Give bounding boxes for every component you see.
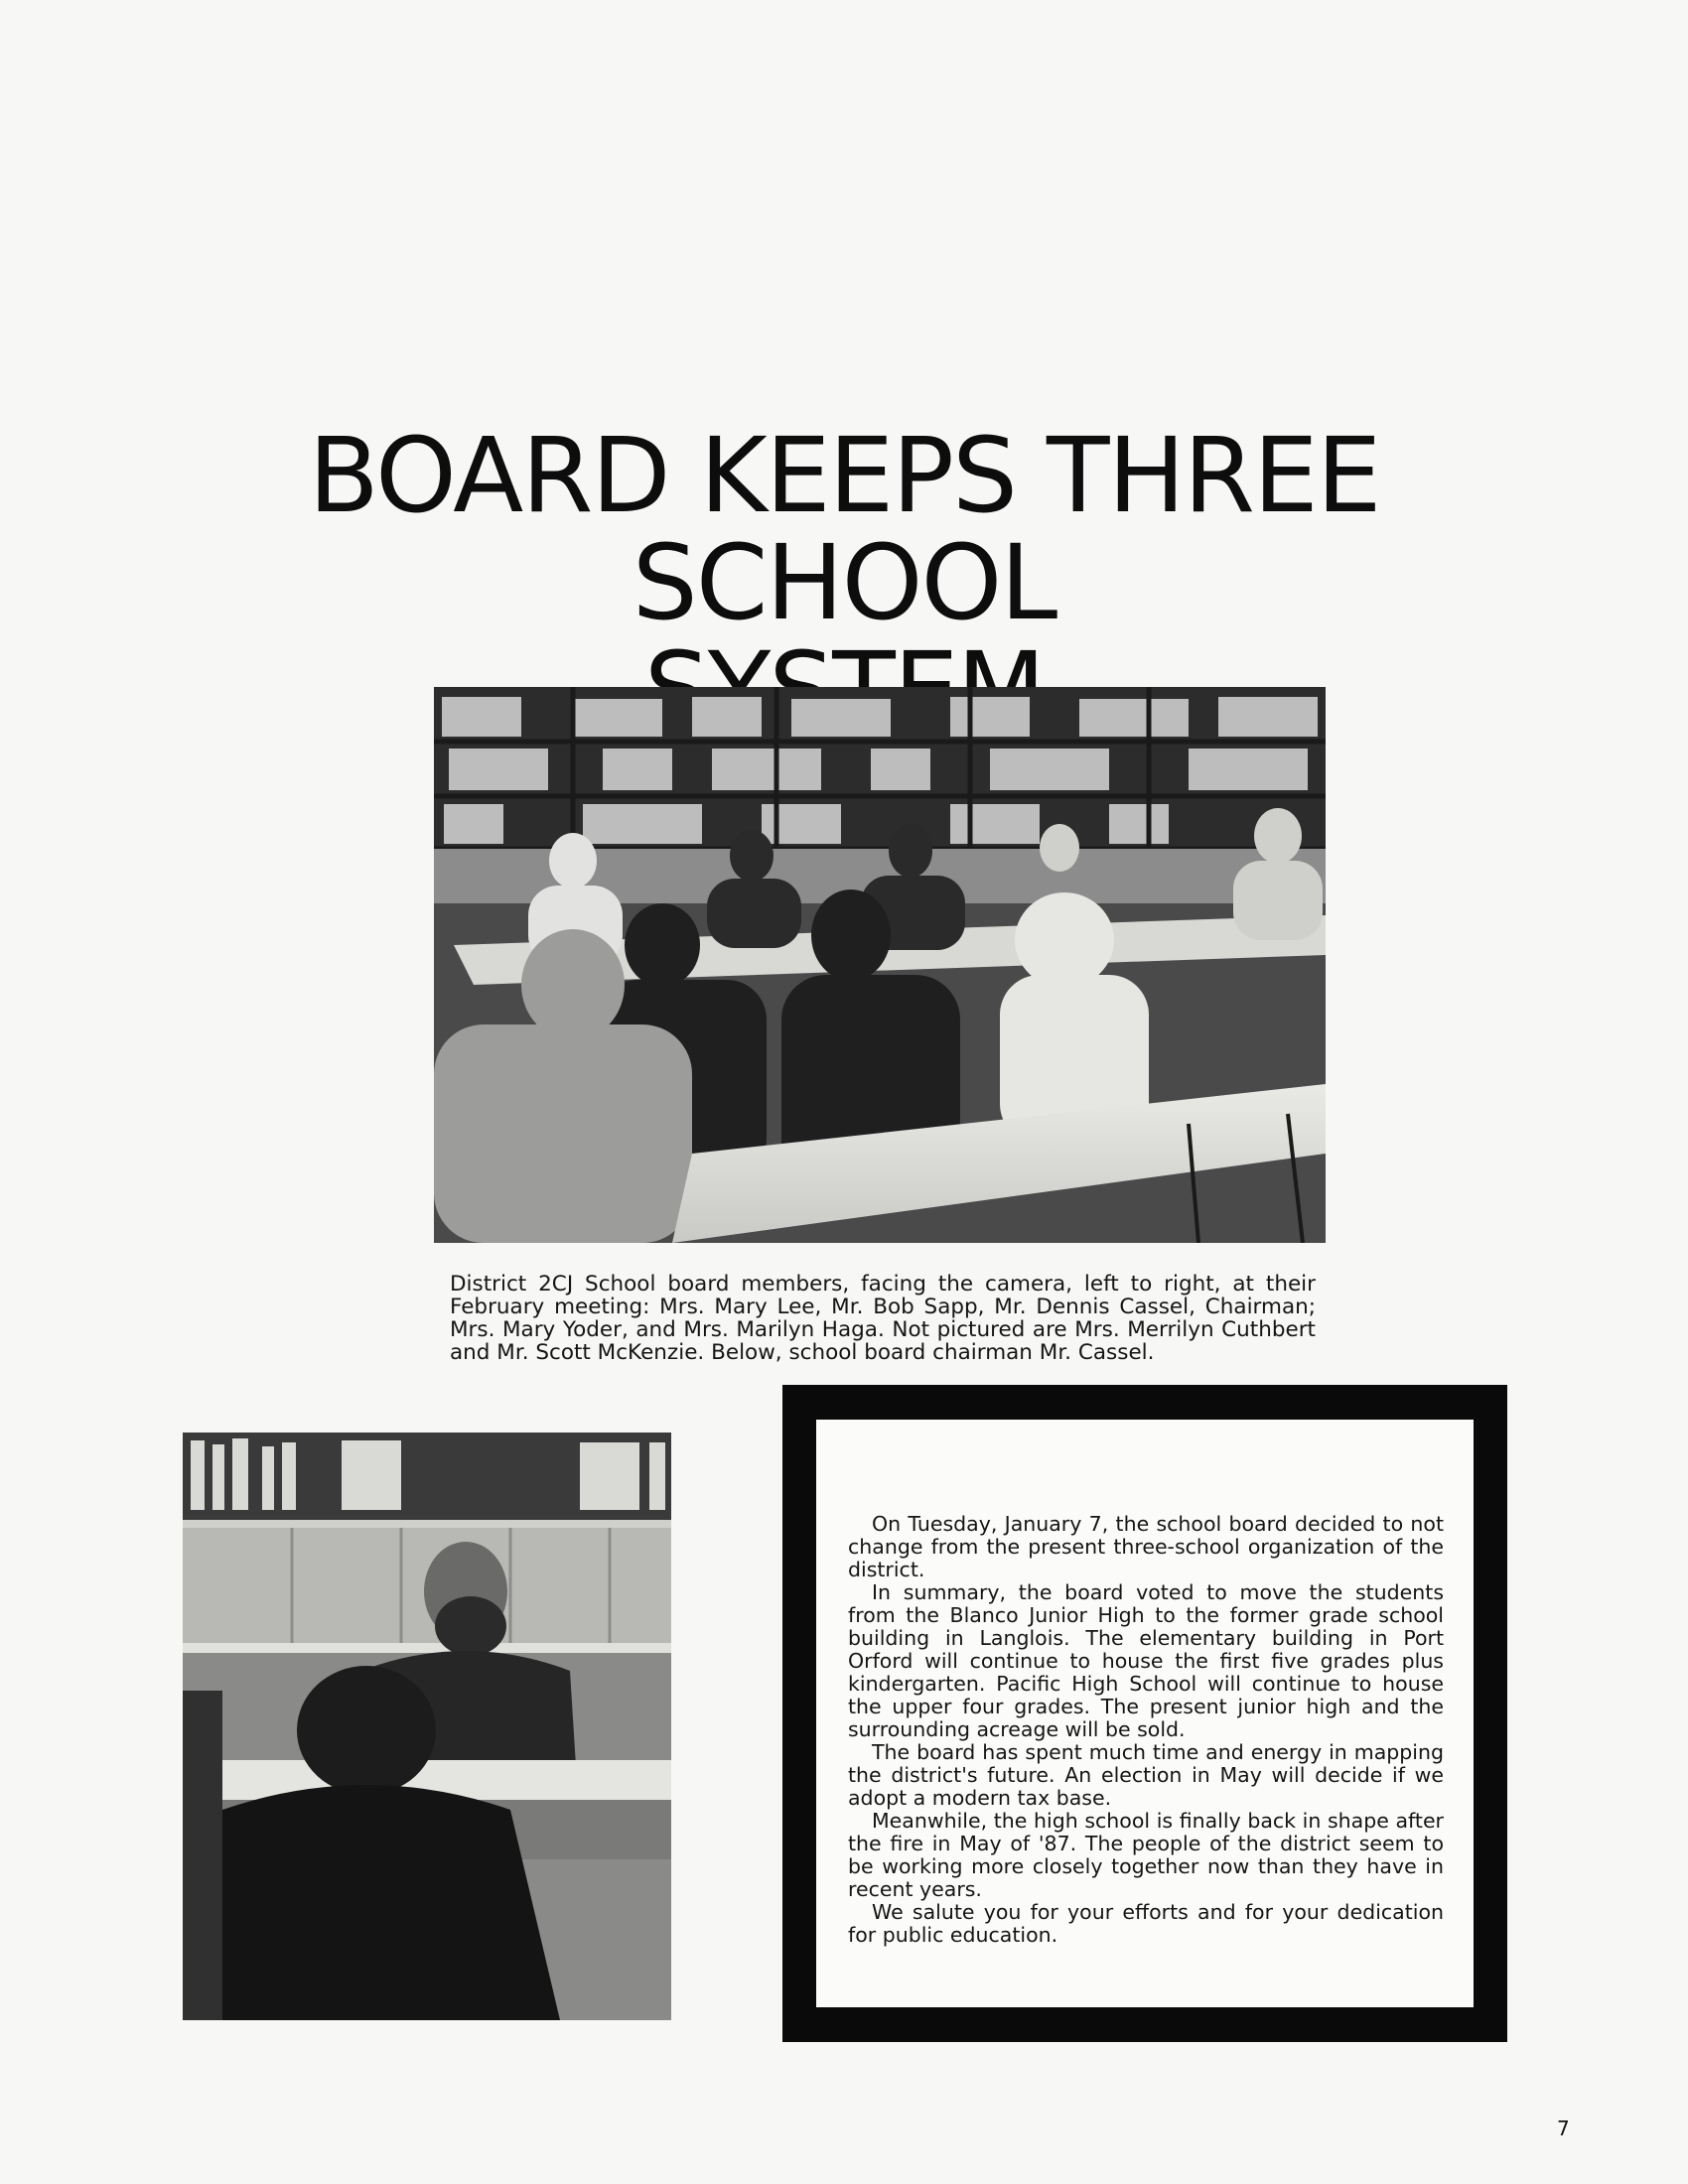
board-meeting-photo bbox=[434, 687, 1326, 1243]
chairman-photo bbox=[183, 1433, 671, 2020]
article-box bbox=[782, 1385, 1507, 2042]
photo-caption: District 2CJ School board members, facing the camera, left to right, at their February meeting: Mrs. Mary Lee, Mr. Bob Sapp, Mr. Dennis Cassel, Chairman; Mrs. Mary Yoder, and Mrs. Marilyn Haga. Not pictured are Mrs. Merrilyn Cuthbert and Mr. Scott McKenzie. Below, school board chairman Mr. Cassel. bbox=[450, 1272, 1316, 1365]
article-paragraph: Meanwhile, the high school is finally back in shape after the fire in May of '87. The people of the district seem to be working more closely together now than they have in recent years. bbox=[848, 1809, 1444, 1901]
page-number: 7 bbox=[1557, 2116, 1570, 2140]
headline-line-1: BOARD KEEPS THREE SCHOOL bbox=[308, 415, 1380, 643]
article-paragraph: On Tuesday, January 7, the school board decided to not change from the present three-school organization of the district. bbox=[848, 1512, 1444, 1581]
article-paragraph: We salute you for your efforts and for your dedication for public education. bbox=[848, 1900, 1444, 1947]
article-body bbox=[848, 1513, 1444, 1947]
article-panel bbox=[816, 1420, 1474, 2007]
article-paragraph: In summary, the board voted to move the students from the Blanco Junior High to the former grade school building in Langlois. The elementary building in Port Orford will continue to house the first five grades plus kindergarten. Pacific High School will continue to house the upper four grades. The present junior high and the surrounding acreage will be sold. bbox=[848, 1580, 1444, 1741]
article-paragraph: The board has spent much time and energy in mapping the district's future. An election in May will decide if we adopt a modern tax base. bbox=[848, 1740, 1444, 1810]
